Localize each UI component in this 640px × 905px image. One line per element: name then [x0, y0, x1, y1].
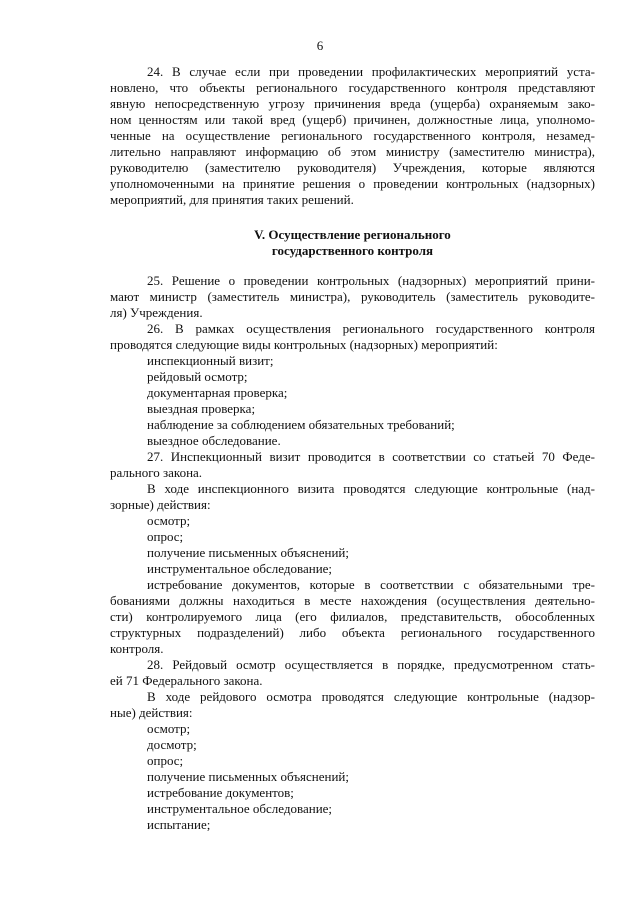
paragraph-24-line: лительно направляют информацию об этом министру (заместителю министра),: [110, 144, 595, 159]
paragraph-25-line: 25. Решение о проведении контрольных (надзорных) мероприятий прини-: [147, 273, 595, 288]
paragraph-27-line: зорные) действия:: [110, 497, 211, 512]
paragraph-26-line: проводятся следующие виды контрольных (надзорных) мероприятий:: [110, 337, 498, 352]
paragraph-24-line: руководителю (заместителю руководителя) Учреждения, которые являются: [110, 160, 595, 175]
list-item: получение письменных объяснений;: [147, 769, 349, 784]
paragraph-24-line: уполномоченными на принятие решения о проведении контрольных (надзорных): [110, 176, 595, 191]
paragraph-27-line: 27. Инспекционный визит проводится в соответствии со статьей 70 Феде-: [147, 449, 595, 464]
list-item: опрос;: [147, 753, 184, 768]
paragraph-27-line: рального закона.: [110, 465, 203, 480]
list-item: документарная проверка;: [147, 385, 288, 400]
list-item: сти) контролируемого лица (его филиалов, представительств, обособленных: [110, 609, 595, 624]
list-item: истребование документов, которые в соответствии с обязательными тре-: [147, 577, 595, 592]
paragraph-28-line: ные) действия:: [110, 705, 193, 720]
paragraph-24-line: ном ценностям или такой вред (ущерб) причинен, должностные лица, уполномо-: [110, 112, 595, 127]
list-item: инспекционный визит;: [147, 353, 274, 368]
list-item: осмотр;: [147, 721, 191, 736]
list-item: испытание;: [147, 817, 211, 832]
section-heading-line: государственного контроля: [271, 243, 434, 258]
paragraph-27-line: В ходе инспекционного визита проводятся следующие контрольные (над-: [147, 481, 595, 496]
list-item: осмотр;: [147, 513, 191, 528]
list-item: истребование документов;: [147, 785, 294, 800]
section-heading-line: V. Осуществление регионального: [254, 227, 451, 242]
paragraph-28-line: 28. Рейдовый осмотр осуществляется в порядке, предусмотренном стать-: [147, 657, 595, 672]
paragraph-24-line: явную непосредственную угрозу причинения вреда (ущерба) охраняемым зако-: [110, 96, 595, 111]
list-item: инструментальное обследование;: [147, 801, 333, 816]
list-item: инструментальное обследование;: [147, 561, 333, 576]
list-item: выездная проверка;: [147, 401, 256, 416]
list-item: бованиями должны находиться в месте нахождения (осуществления деятельно-: [110, 593, 595, 608]
list-item: рейдовый осмотр;: [147, 369, 248, 384]
paragraph-25-line: ля) Учреждения.: [110, 305, 203, 320]
paragraph-26-line: 26. В рамках осуществления регионального государственного контроля: [147, 321, 595, 336]
list-item: структурных подразделений) либо объекта регионального государственного: [110, 625, 595, 640]
list-item: получение письменных объяснений;: [147, 545, 349, 560]
list-item: наблюдение за соблюдением обязательных требований;: [147, 417, 455, 432]
list-item: выездное обследование.: [147, 433, 281, 448]
page-number: 6: [316, 38, 324, 53]
paragraph-24-line: мероприятий, для принятия таких решений.: [110, 192, 354, 207]
paragraph-24-line: 24. В случае если при проведении профилактических мероприятий уста-: [147, 64, 595, 79]
paragraph-28-line: В ходе рейдового осмотра проводятся следующие контрольные (надзор-: [147, 689, 595, 704]
list-item: контроля.: [110, 641, 164, 656]
paragraph-24-line: ченные на осуществление регионального государственного контроля, незамед-: [110, 128, 595, 143]
paragraph-25-line: мают министр (заместитель министра), руководитель (заместитель руководите-: [110, 289, 595, 304]
paragraph-28-line: ей 71 Федерального закона.: [110, 673, 263, 688]
list-item: опрос;: [147, 529, 184, 544]
list-item: досмотр;: [147, 737, 197, 752]
paragraph-24-line: новлено, что объекты регионального государственного контроля представляют: [110, 80, 595, 95]
